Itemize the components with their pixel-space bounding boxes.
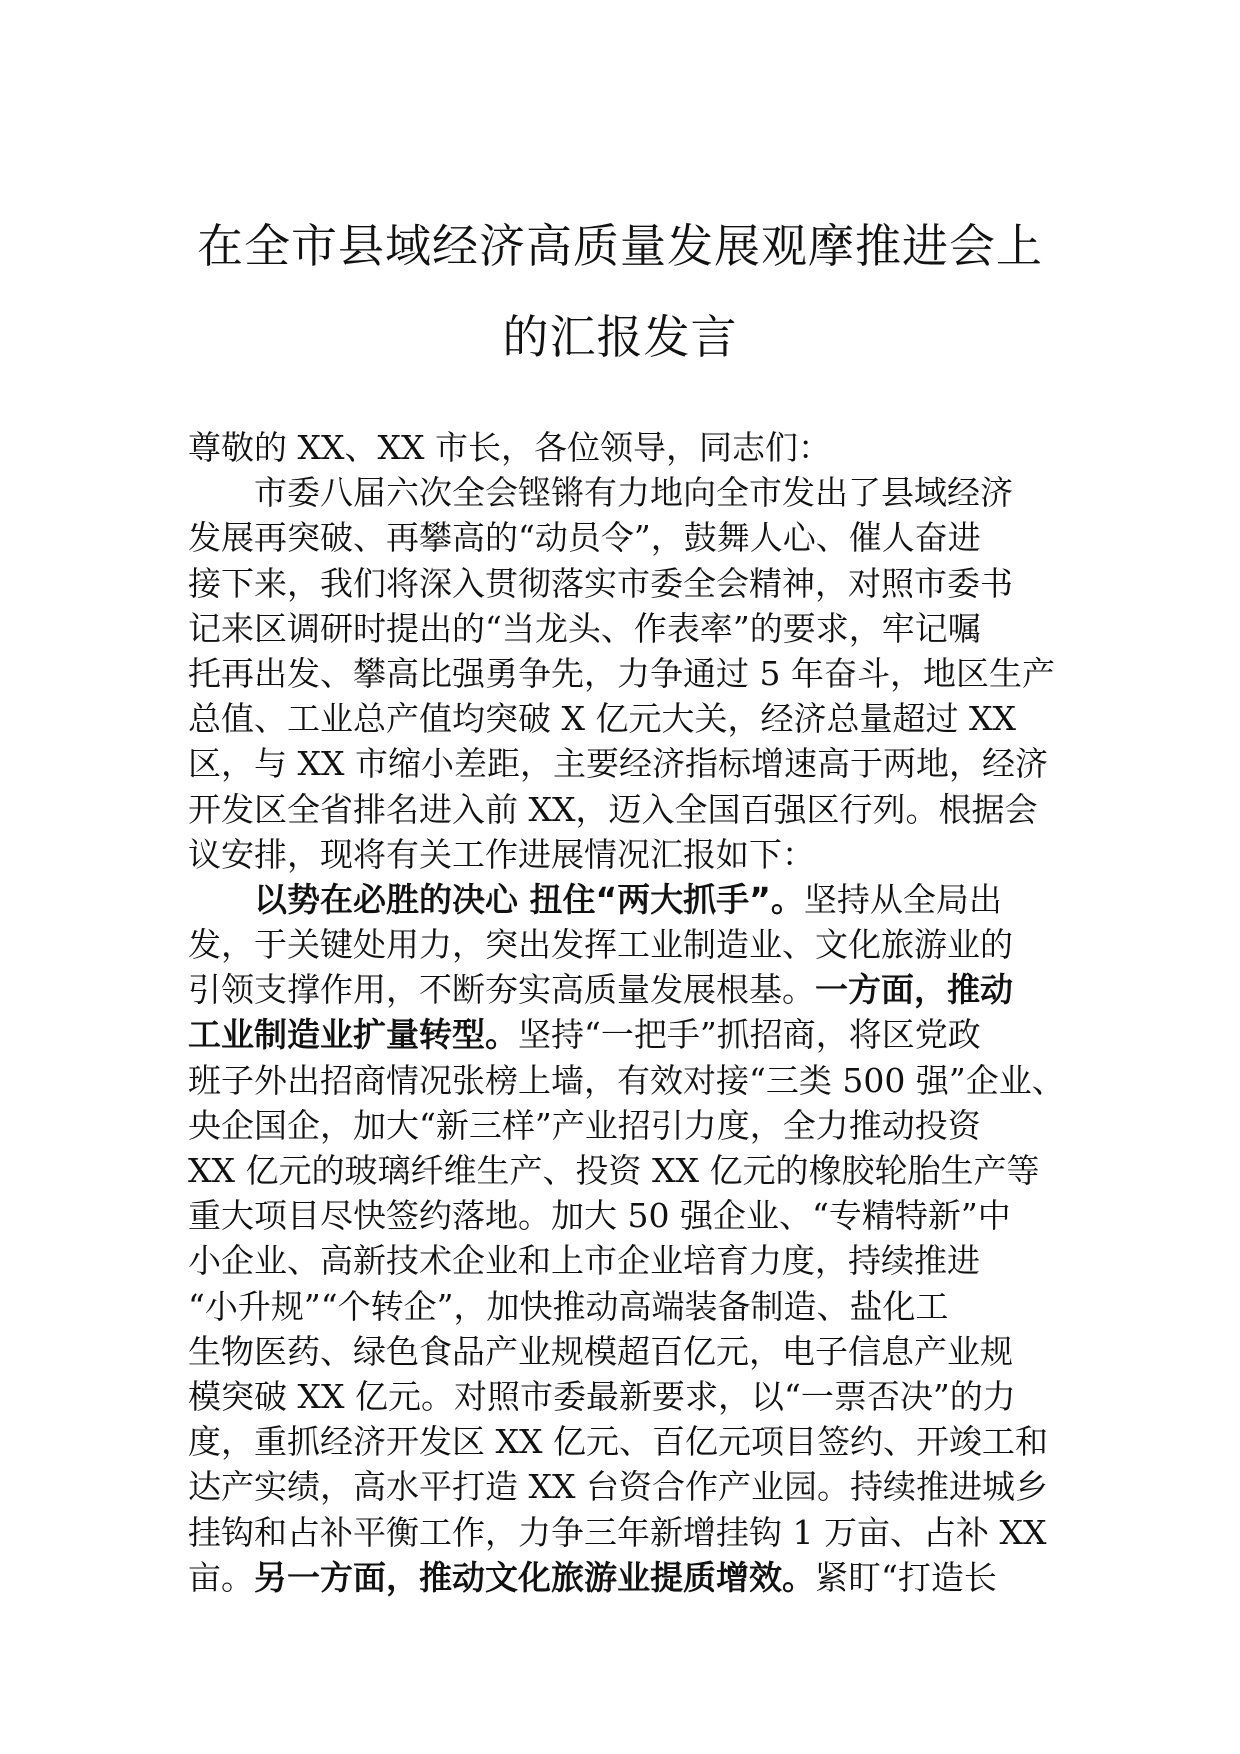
body-line: [188, 922, 1068, 967]
text-segment: 坚持从全局出: [803, 879, 1002, 919]
body-line: [188, 515, 1068, 560]
body-line: [188, 967, 1068, 1012]
body-line: [188, 1329, 1068, 1374]
text-segment: 记来区调研时提出的“当龙头、作表率”的要求，牢记嘱: [188, 608, 981, 648]
text-segment: 总值、工业总产值均突破 X 亿元大关，经济总量超过 XX: [188, 699, 1016, 739]
text-segment: 挂钩和占补平衡工作，力争三年新增挂钩 1 万亩、占补 XX: [188, 1512, 1047, 1552]
body-line: [188, 1419, 1068, 1464]
body-line: [188, 425, 1068, 470]
document-body: [188, 425, 1068, 1600]
text-segment: 小企业、高新技术企业和上市企业培育力度，持续推进: [188, 1241, 980, 1281]
body-line: [188, 696, 1068, 741]
bold-text-segment: 工业制造业扩量转型。: [188, 1015, 518, 1055]
body-line: [188, 1284, 1068, 1329]
body-line: [188, 651, 1068, 696]
body-line: [188, 1464, 1068, 1509]
text-segment: 度，重抓经济开发区 XX 亿元、百亿元项目签约、开竣工和: [188, 1422, 1048, 1462]
document-title-line-2: 的汇报发言: [502, 310, 738, 364]
text-segment: 达产实绩，高水平打造 XX 台资合作产业园。持续推进城乡: [188, 1467, 1048, 1507]
text-segment: 引领支撑作用，不断夯实高质量发展根基。: [188, 970, 815, 1010]
text-segment: 市委八届六次全会铿锵有力地向全市发出了县域经济: [254, 473, 1013, 513]
text-segment: 紧盯“打造长: [815, 1557, 997, 1597]
text-segment: 议安排，现将有关工作进展情况汇报如下：: [188, 834, 815, 874]
body-line: [188, 1374, 1068, 1419]
bold-text-segment: 另一方面，推动文化旅游业提质增效。: [254, 1557, 815, 1597]
body-line: [188, 741, 1068, 786]
body-line: [188, 1058, 1068, 1103]
text-segment: 生物医药、绿色食品产业规模超百亿元，电子信息产业规: [188, 1331, 1013, 1371]
text-segment: 尊敬的 XX、XX 市长，各位领导，同志们：: [188, 428, 831, 467]
body-line: [188, 1103, 1068, 1148]
bold-text-segment: 一方面，推动: [815, 970, 1013, 1010]
body-line: [188, 606, 1068, 651]
body-line: [188, 877, 1068, 922]
body-line: [188, 1148, 1068, 1193]
bold-text-segment: 以势在必胜的决心 扭住“两大抓手”。: [254, 879, 804, 919]
body-line: [188, 561, 1068, 606]
body-line: [188, 832, 1068, 877]
text-segment: 坚持“一把手”抓招商，将区党政: [518, 1015, 981, 1055]
text-segment: 发，于关键处用力，突出发挥工业制造业、文化旅游业的: [188, 925, 1013, 965]
text-segment: XX 亿元的玻璃纤维生产、投资 XX 亿元的橡胶轮胎生产等: [188, 1151, 1040, 1190]
body-line: [188, 470, 1068, 515]
document-title-line-1: 在全市县域经济高质量发展观摩推进会上: [197, 219, 1043, 273]
text-segment: 班子外出招商情况张榜上墙，有效对接“三类 500 强”企业、: [188, 1060, 1065, 1100]
text-segment: “小升规”“个转企”，加快推动高端装备制造、盐化工: [188, 1286, 949, 1326]
body-line: [188, 1238, 1068, 1283]
text-segment: 央企国企，加大“新三样”产业招引力度，全力推动投资: [188, 1105, 981, 1145]
text-segment: 托再出发、攀高比强勇争先，力争通过 5 年奋斗，地区生产: [188, 653, 1055, 693]
body-line: [188, 1555, 1068, 1600]
text-segment: 重大项目尽快签约落地。加大 50 强企业、“专精特新”中: [188, 1196, 1011, 1236]
text-segment: 亩。: [188, 1557, 254, 1597]
body-line: [188, 787, 1068, 832]
text-segment: 发展再突破、再攀高的“动员令”，鼓舞人心、催人奋进: [188, 518, 981, 558]
body-line: [188, 1193, 1068, 1238]
text-segment: 区，与 XX 市缩小差距，主要经济指标增速高于两地，经济: [188, 744, 1048, 784]
body-line: [188, 1510, 1068, 1555]
text-segment: 模突破 XX 亿元。对照市委最新要求，以“一票否决”的力: [188, 1376, 1016, 1416]
text-segment: 开发区全省排名进入前 XX，迈入全国百强区行列。根据会: [188, 789, 1038, 829]
text-segment: 接下来，我们将深入贯彻落实市委全会精神，对照市委书: [188, 563, 1013, 603]
body-line: [188, 1012, 1068, 1057]
